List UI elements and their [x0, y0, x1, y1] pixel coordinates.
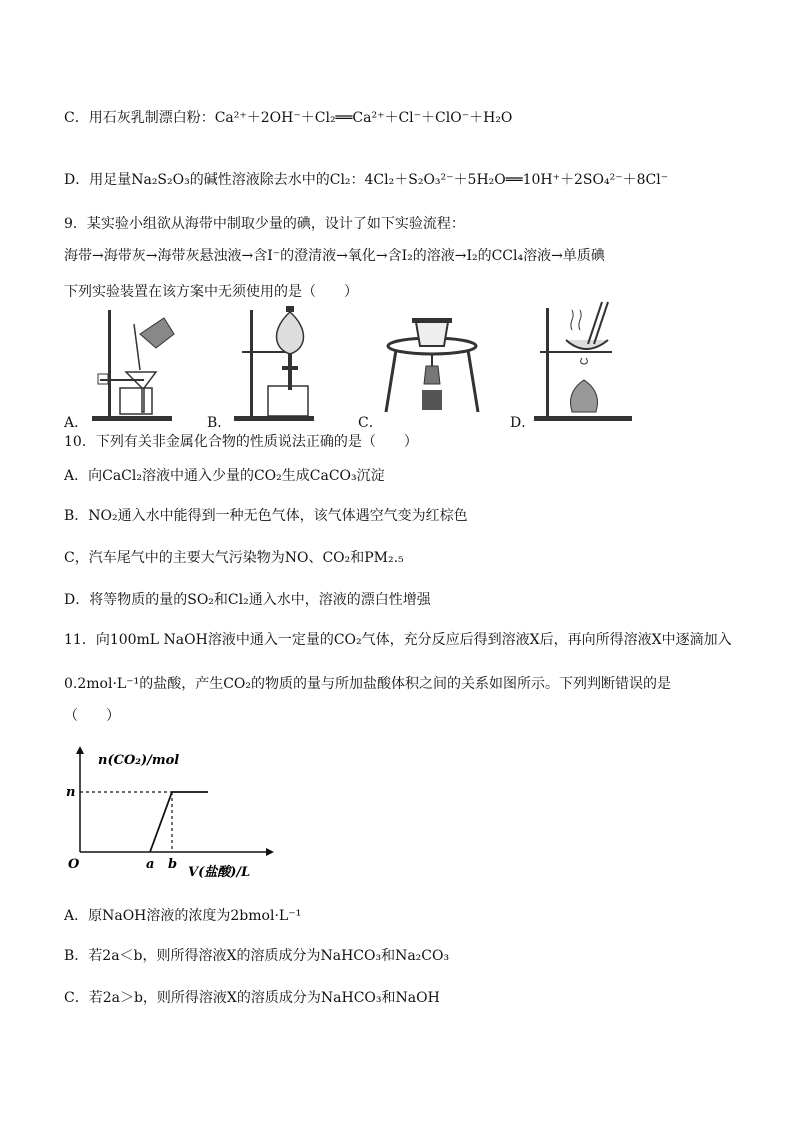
q11-option-b: B．若2a＜b，则所得溶液X的溶质成分为NaHCO₃和Na₂CO₃	[64, 948, 450, 964]
question-10: 10．下列有关非金属化合物的性质说法正确的是（ ）	[64, 434, 418, 450]
question-9-ask: 下列实验装置在该方案中无须使用的是（ ）	[64, 284, 358, 300]
x-axis-label: V(盐酸)/L	[188, 865, 251, 880]
apparatus-d-evaporation	[532, 300, 642, 424]
q10-option-a: A．向CaCl₂溶液中通入少量的CO₂生成CaCO₃沉淀	[64, 468, 385, 484]
apparatus-a-filtration	[64, 304, 194, 424]
origin-label: O	[68, 857, 80, 872]
apparatus-c-label: C．	[358, 415, 383, 431]
y-axis-label: n(CO₂)/mol	[98, 753, 180, 768]
question-11-line1: 11．向100mL NaOH溶液中通入一定量的CO₂气体，充分反应后得到溶液X后，再向所得溶液X中逐滴加入	[64, 632, 732, 648]
q10-option-b: B．NO₂通入水中能得到一种无色气体，该气体遇空气变为红棕色	[64, 508, 468, 524]
apparatus-b-label: B．	[207, 415, 232, 431]
question-11-line2: 0.2mol·L⁻¹的盐酸，产生CO₂的物质的量与所加盐酸体积之间的关系如图所示。下列判断错误的是	[64, 676, 671, 692]
co2-hcl-graph	[60, 740, 280, 884]
series-line	[150, 792, 208, 852]
apparatus-a-label: A．	[64, 415, 89, 431]
question-11-line3: （ ）	[64, 708, 120, 724]
y-tick-n: n	[66, 785, 76, 800]
option-c-q8: C．用石灰乳制漂白粉：Ca²⁺＋2OH⁻＋Cl₂══Ca²⁺＋Cl⁻＋ClO⁻＋H₂O	[64, 110, 513, 126]
x-axis-arrow	[266, 848, 274, 856]
apparatus-d-label: D．	[510, 415, 536, 431]
apparatus-b-separatory-funnel	[222, 304, 332, 424]
q11-option-a: A．原NaOH溶液的浓度为2bmol·L⁻¹	[64, 908, 302, 924]
question-9: 9．某实验小组欲从海带中制取少量的碘，设计了如下实验流程：	[64, 216, 465, 232]
q10-option-c: C，汽车尾气中的主要大气污染物为NO、CO₂和PM₂.₅	[64, 550, 404, 566]
apparatus-c-crucible-tripod	[382, 304, 482, 424]
question-9-flow: 海带→海带灰→海带灰悬浊液→含I⁻的澄清液→氧化→含I₂的溶液→I₂的CCl₄溶液→单质碘	[64, 248, 605, 264]
q10-option-d: D．将等物质的量的SO₂和Cl₂通入水中，溶液的漂白性增强	[64, 592, 431, 608]
y-axis-arrow	[76, 746, 84, 754]
x-tick-a: a	[146, 857, 155, 872]
q11-option-c: C．若2a＞b，则所得溶液X的溶质成分为NaHCO₃和NaOH	[64, 990, 440, 1006]
x-tick-b: b	[168, 857, 178, 872]
option-d-q8: D．用足量Na₂S₂O₃的碱性溶液除去水中的Cl₂：4Cl₂＋S₂O₃²⁻＋5H₂O══10H⁺＋2SO₄²⁻＋8Cl⁻	[64, 172, 669, 188]
